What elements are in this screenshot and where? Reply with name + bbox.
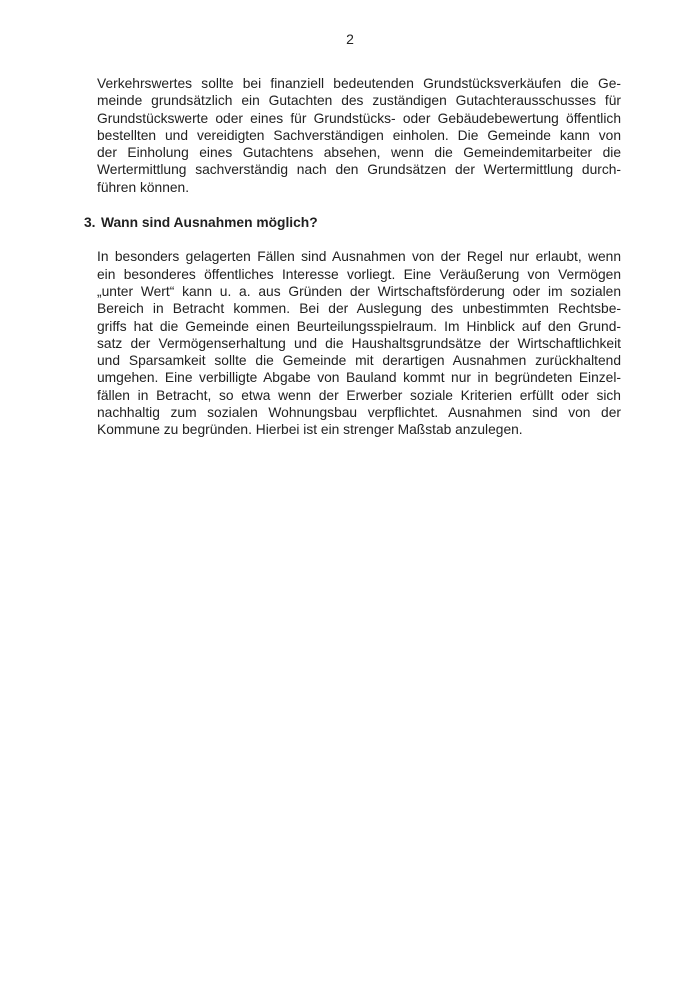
text-line: Verkehrswertes sollte bei finanziell bedeutenden Grundstücksverkäufen die Ge- bbox=[97, 76, 621, 91]
text-line: „unter Wert“ kann u. a. aus Gründen der Wirtschaftsförderung oder im sozialen bbox=[97, 283, 621, 299]
text-line: fällen in Betracht, so etwa wenn der Erwerber soziale Kriterien erfüllt oder sich bbox=[97, 387, 621, 403]
document-body bbox=[84, 75, 621, 439]
text-line: satz der Vermögenserhaltung und die Haushaltsgrundsätze der Wirtschaftlichkeit bbox=[97, 335, 621, 351]
text-line: ein besonderes öffentliches Interesse vorliegt. Eine Veräußerung von Vermögen bbox=[97, 266, 621, 282]
text-line: Kommune zu begründen. Hierbei ist ein strenger Maßstab anzulegen. bbox=[97, 422, 523, 438]
heading-text: Wann sind Ausnahmen möglich? bbox=[101, 215, 318, 231]
text-line: führen können. bbox=[97, 179, 190, 195]
text-line: Grundstückswerte oder eines für Grundstücks- oder Gebäudebewertung öffentlich bbox=[97, 110, 621, 126]
text-line: der Einholung eines Gutachtens absehen, wenn die Gemeindemitarbeiter die bbox=[97, 145, 621, 161]
section-heading bbox=[84, 214, 621, 231]
paragraph bbox=[97, 248, 621, 438]
text-line: und Sparsamkeit sollte die Gemeinde mit derartigen Ausnahmen zurückhaltend bbox=[97, 353, 621, 369]
text-line: umgehen. Eine verbilligte Abgabe von Bauland kommt nur in begründeten Einzel- bbox=[97, 370, 621, 386]
page-number: 2 bbox=[346, 31, 354, 47]
text-line: Bereich in Betracht kommen. Bei der Auslegung des unbestimmten Rechtsbe- bbox=[97, 301, 621, 317]
heading-number: 3. bbox=[84, 215, 96, 231]
paragraph bbox=[97, 75, 621, 196]
text-line: nachhaltig zum sozialen Wohnungsbau verpflichtet. Ausnahmen sind von der bbox=[97, 405, 621, 421]
text-line: griffs hat die Gemeinde einen Beurteilungsspielraum. Im Hinblick auf den Grund- bbox=[97, 318, 621, 334]
text-line: In besonders gelagerten Fällen sind Ausnahmen von der Regel nur erlaubt, wenn bbox=[97, 249, 621, 265]
text-line: bestellten und vereidigten Sachverständigen einholen. Die Gemeinde kann von bbox=[97, 127, 621, 143]
text-line: meinde grundsätzlich ein Gutachten des zuständigen Gutachterausschusses für bbox=[97, 93, 621, 109]
text-line: Wertermittlung sachverständig nach den Grundsätzen der Wertermittlung durch- bbox=[97, 162, 621, 178]
